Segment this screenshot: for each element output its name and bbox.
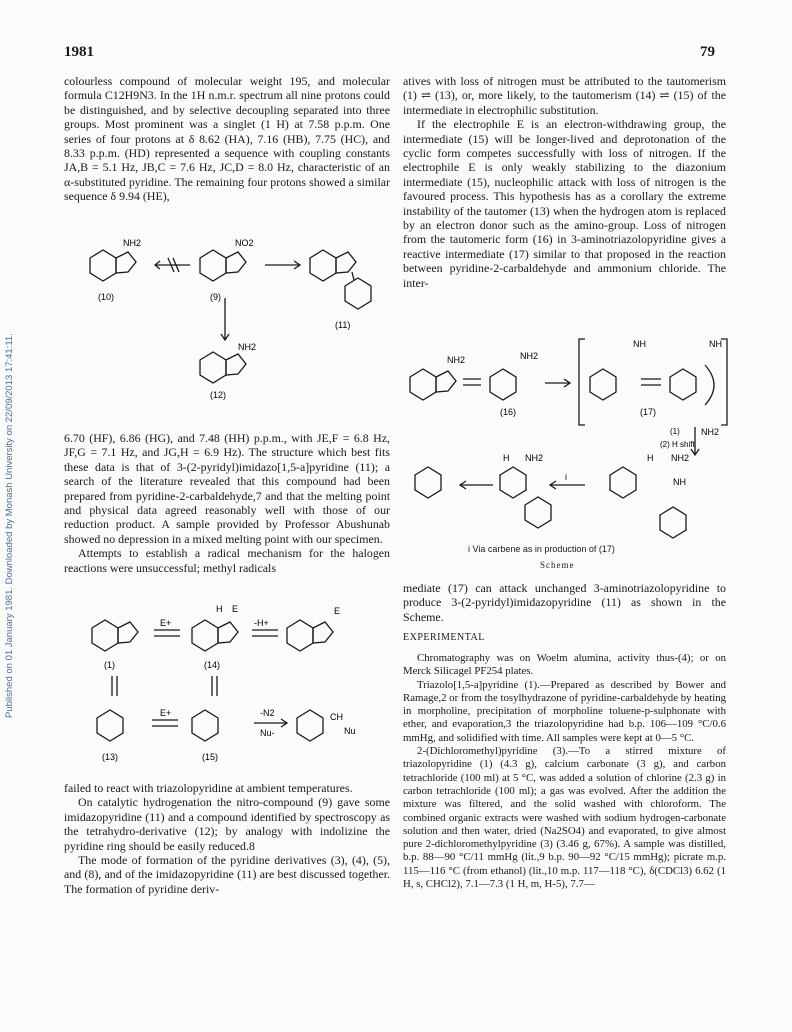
figure-amino-scheme bbox=[405, 335, 730, 557]
group-label: (2) H shift bbox=[660, 440, 695, 449]
compound-label: (12) bbox=[210, 390, 227, 400]
paragraph: Attempts to establish a radical mechanism for the halogen reactions were unsuccessful; methyl radicals bbox=[64, 546, 390, 575]
group-label: NH2 bbox=[520, 351, 539, 361]
left-col-middle bbox=[64, 431, 390, 575]
group-label: CH bbox=[330, 712, 343, 722]
right-col-middle bbox=[403, 581, 726, 624]
group-label: NH2 bbox=[447, 355, 466, 365]
group-label: E bbox=[232, 604, 239, 614]
paragraph: failed to react with triazolopyridine at ambient temperatures. bbox=[64, 781, 353, 795]
right-col-top bbox=[403, 74, 726, 290]
group-label: NH bbox=[633, 339, 646, 349]
experimental-heading: EXPERIMENTAL bbox=[403, 632, 485, 643]
group-label: NH2 bbox=[525, 453, 544, 463]
group-label: Nu bbox=[344, 726, 356, 736]
compound-label: (10) bbox=[98, 292, 115, 302]
compound-label: (14) bbox=[204, 660, 221, 670]
scheme-title: Scheme bbox=[540, 560, 575, 570]
group-label: NH2 bbox=[671, 453, 690, 463]
paragraph: On catalytic hydrogenation the nitro-compound (9) gave some imidazopyridine (11) and a compound identified by spectroscopy as the tetrahydro-derivative (12); by analogy with indolizine the pyridine ring should be easily reduced.8 bbox=[64, 795, 390, 853]
page-number: 79 bbox=[700, 44, 715, 60]
compound-label: (13) bbox=[102, 752, 119, 762]
left-col-top bbox=[64, 74, 390, 204]
group-label: E+ bbox=[160, 708, 172, 718]
group-label: H bbox=[503, 453, 510, 463]
figure-tautomerism-scheme bbox=[82, 598, 372, 774]
group-label: H bbox=[647, 453, 654, 463]
compound-label: (17) bbox=[640, 407, 657, 417]
paragraph: mediate (17) can attack unchanged 3-aminotriazolopyridine to produce 3-(2-pyridyl)imidazopyridine (11) as shown in the Scheme. bbox=[403, 581, 726, 624]
paragraph: 2-(Dichloromethyl)pyridine (3).—To a stirred mixture of triazolopyridine (1) (4.3 g), calcium carbonate (3 g), and carbon tetrachloride (100 ml) at 5 °C, was added a solution of chlorine (2.3 g) in carbon tetrachloride (100 ml); a gas was evolved. After the addition the mixture was filtered, and the solid washed with chloroform. The combined organic extracts were washed with sodium hydrogen-carbonate solution and then water, dried (Na2SO4) and evaporated, to give almost pure 2-dichloromethylpyridine (3) (3.46 g, 67%). A sample was distilled, b.p. 88—90 °C/11 mmHg (lit.,9 b.p. 90—92 °C/15 mmHg); picrate m.p. 115—116 °C (from ethanol) (lit.,10 m.p. 117—118 °C), δ(CDCl3) 6.62 (1 H, s, CHCl2), 7.1—7.3 (1 H, m, H-5), 7.7— bbox=[403, 745, 726, 891]
group-label: i bbox=[565, 472, 567, 482]
right-col-experimental bbox=[403, 652, 726, 891]
compound-label: (1) bbox=[104, 660, 115, 670]
paragraph: colourless compound of molecular weight 195, and molecular formula C12H9N3. In the 1H n.m.r. spectrum all nine protons could be distinguished, and by selective decoupling separated into three groups. Most prominent was a singlet (1 H) at 7.58 p.p.m. One series of four protons at δ 8.62 (HA), 7.16 (HB), 7.75 (HC), and 8.33 p.p.m. (HD) represented a sequence with coupling constants JA,B = 5.1 Hz, JB,C = 7.6 Hz, JC,D = 8.0 Hz, characteristic of an α-substituted pyridine. The remaining four protons showed a similar sequence δ 9.94 (HE), bbox=[64, 74, 390, 204]
compound-label: (11) bbox=[335, 320, 351, 330]
no2-label: NO2 bbox=[235, 238, 254, 248]
paragraph: Chromatography was on Woelm alumina, activity thus-(4); or on Merck Silicagel PF254 plates. bbox=[403, 652, 726, 678]
group-label: -N2 bbox=[260, 708, 275, 718]
compound-label: (15) bbox=[202, 752, 219, 762]
journal-year: 1981 bbox=[64, 44, 94, 60]
paragraph: The mode of formation of the pyridine derivatives (3), (4), (5), and (8), and of the imidazopyridine (11) are best discussed together. The formation of pyridine deriv- bbox=[64, 853, 390, 896]
group-label: H bbox=[216, 604, 223, 614]
group-label: E bbox=[334, 606, 341, 616]
group-label: -H+ bbox=[254, 618, 269, 628]
left-col-bottom bbox=[64, 781, 390, 896]
group-label: E+ bbox=[160, 618, 172, 628]
nh2-label: NH2 bbox=[238, 342, 257, 352]
compound-label: (16) bbox=[500, 407, 517, 417]
group-label: NH bbox=[673, 477, 686, 487]
paragraph: atives with loss of nitrogen must be attributed to the tautomerism (1) ⇌ (13), or, more likely, to the tautomerism (14) ⇌ (15) of the intermediate in electrophilic substitution. bbox=[403, 74, 726, 117]
download-notice: Published on 01 January 1981. Downloaded by Monash University on 22/09/2013 17:41:11. bbox=[4, 333, 15, 718]
group-label: NH2 bbox=[701, 427, 720, 437]
nh2-label: NH2 bbox=[123, 238, 142, 248]
paragraph: If the electrophile E is an electron-withdrawing group, the intermediate (15) will be longer-lived and deprotonation of the cyclic form competes successfully with loss of nitrogen. If the electrophile E is only weakly stabilizing to the diazonium intermediate (15), nucleophilic attack with loss of nitrogen is the favoured process. This hypothesis has as a corollary the extreme instability of the tautomer (13) when the hydrogen atom is replaced by an electron donor such as the amino-group. Loss of nitrogen from the tautomeric form (16) in 3-aminotriazolopyridine gives a reactive intermediate (17) similar to that proposed in the reaction between pyridine-2-carbaldehyde and ammonium chloride. The inter- bbox=[403, 117, 726, 290]
group-label: NH bbox=[709, 339, 722, 349]
group-label: Nu- bbox=[260, 728, 275, 738]
figure-reduction-scheme bbox=[70, 228, 390, 428]
compound-label: (9) bbox=[210, 292, 221, 302]
paragraph: 6.70 (HF), 6.86 (HG), and 7.48 (HH) p.p.m., with JE,F = 6.8 Hz, JF,G = 7.1 Hz, and JG,H = 6.9 Hz). The structure which best fits these data is that of 3-(2-pyridyl)imidazo[1,5-a]pyridine (11); a search of the literature revealed that this compound had been prepared from pyridine-2-carbaldehyde,7 and that the melting point and physical data agreed reasonably well with those of our reduction product. A sample provided by Professor Abushunab showed no depression in a mixed melting point with our specimen. bbox=[64, 431, 390, 546]
paragraph: Triazolo[1,5-a]pyridine (1).—Prepared as described by Bower and Ramage,2 or from the tosylhydrazone of pyridine-carbaldehyde by heating in morpholine, precipitation of morpholine toluene-p-sulphonate with ether, and evaporation,3 the triazolopyridine had b.p. 106—109 °C/0.6 mmHg, and solidified with time. All samples were kept at 0—5 °C. bbox=[403, 678, 726, 744]
group-label: (1) bbox=[670, 427, 680, 436]
scheme-caption: i Via carbene as in production of (17) bbox=[468, 544, 615, 554]
